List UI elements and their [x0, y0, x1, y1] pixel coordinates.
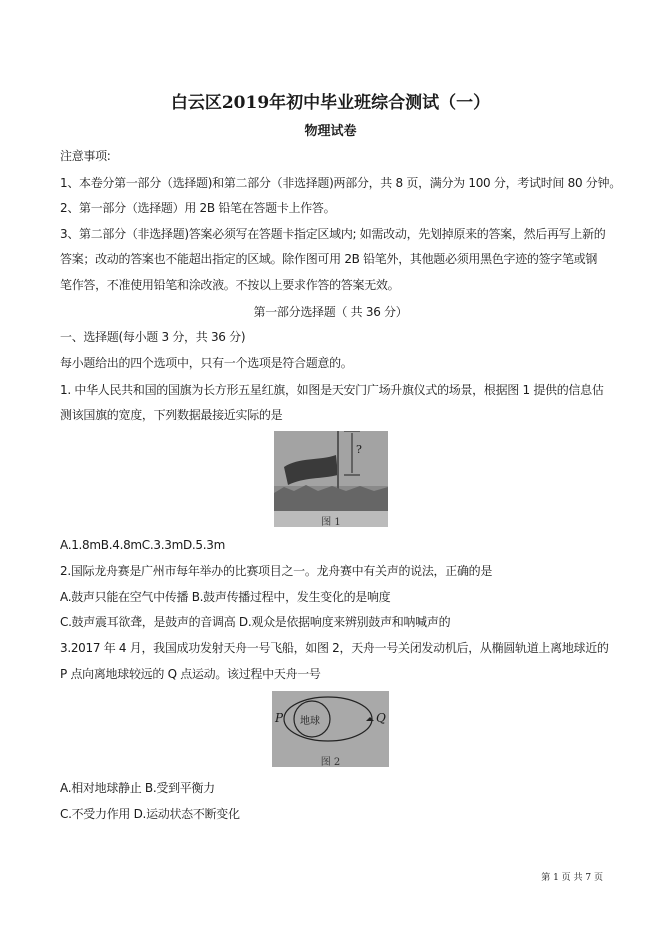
q1-options: A.1.8mB.4.8mC.3.3mD.5.3m	[60, 538, 226, 552]
section-heading: 一、选择题(每小题 3 分，共 36 分)	[60, 330, 246, 344]
part1-heading: 第一部分选择题（ 共 36 分）	[253, 305, 408, 319]
section-instruction: 每小题给出的四个选项中，只有一个选项是符合题意的。	[60, 356, 353, 370]
q3-line-2: P 点向离地球较远的 Q 点运动。该过程中天舟一号	[60, 667, 321, 681]
figure-1-question-mark: ?	[356, 443, 362, 456]
q2-options-line-2: C.鼓声震耳欲聋，是鼓声的音调高 D.观众是依据响度来辨别鼓声和呐喊声的	[60, 615, 451, 629]
page-number: 第 1 页 共 7 页	[541, 873, 603, 883]
q3-options-line-2: C.不受力作用 D.运动状态不断变化	[60, 807, 240, 821]
q3-line-1: 3.2017 年 4 月，我国成功发射天舟一号飞船，如图 2，天舟一号关闭发动机后，从椭圆轨道上离地球近的	[60, 641, 609, 655]
q3-options-line-1: A.相对地球静止 B.受到平衡力	[60, 781, 215, 795]
notes-item-3-line-3: 笔作答，不准使用铅笔和涂改液。不按以上要求作答的答案无效。	[60, 278, 400, 292]
figure-2-label-p: P	[275, 711, 284, 725]
notes-item-3-line-2: 答案；改动的答案也不能超出指定的区域。除作图可用 2B 铅笔外，其他题必须用黑色字迹的签字笔或钢	[60, 252, 598, 266]
q2-stem: 2.国际龙舟赛是广州市每年举办的比赛项目之一。龙舟赛中有关声的说法，正确的是	[60, 564, 493, 578]
exam-title: 白云区2019年初中毕业班综合测试（一）	[170, 93, 491, 113]
figure-2-label-q: Q	[376, 711, 386, 725]
notes-item-1: 1、本卷分第一部分（选择题)和第二部分（非选择题)两部分，共 8 页，满分为 100 分，考试时间 80 分钟。	[60, 176, 621, 190]
figure-2-label-earth: 地球	[300, 716, 320, 727]
exam-subtitle: 物理试卷	[304, 124, 357, 139]
notes-heading: 注意事项:	[60, 149, 111, 163]
figure-1-caption: 图 1	[321, 517, 341, 527]
q2-options-line-1: A.鼓声只能在空气中传播 B.鼓声传播过程中，发生变化的是响度	[60, 590, 391, 604]
figure-2-caption: 图 2	[320, 757, 341, 767]
q1-line-2: 测该国旗的宽度，下列数据最接近实际的是	[60, 408, 283, 422]
notes-item-3-line-1: 3、第二部分（非选择题)答案必须写在答题卡指定区域内; 如需改动，先划掉原来的答案，然后再写上新的	[60, 227, 606, 241]
figure-2-orbit-diagram	[272, 691, 389, 767]
figure-1-flag-photo	[274, 431, 388, 527]
q1-line-1: 1. 中华人民共和国的国旗为长方形五星红旗，如图是天安门广场升旗仪式的场景，根据图 1 提供的信息估	[60, 383, 604, 397]
notes-item-2: 2、第一部分（选择题）用 2B 铅笔在答题卡上作答。	[60, 201, 336, 215]
